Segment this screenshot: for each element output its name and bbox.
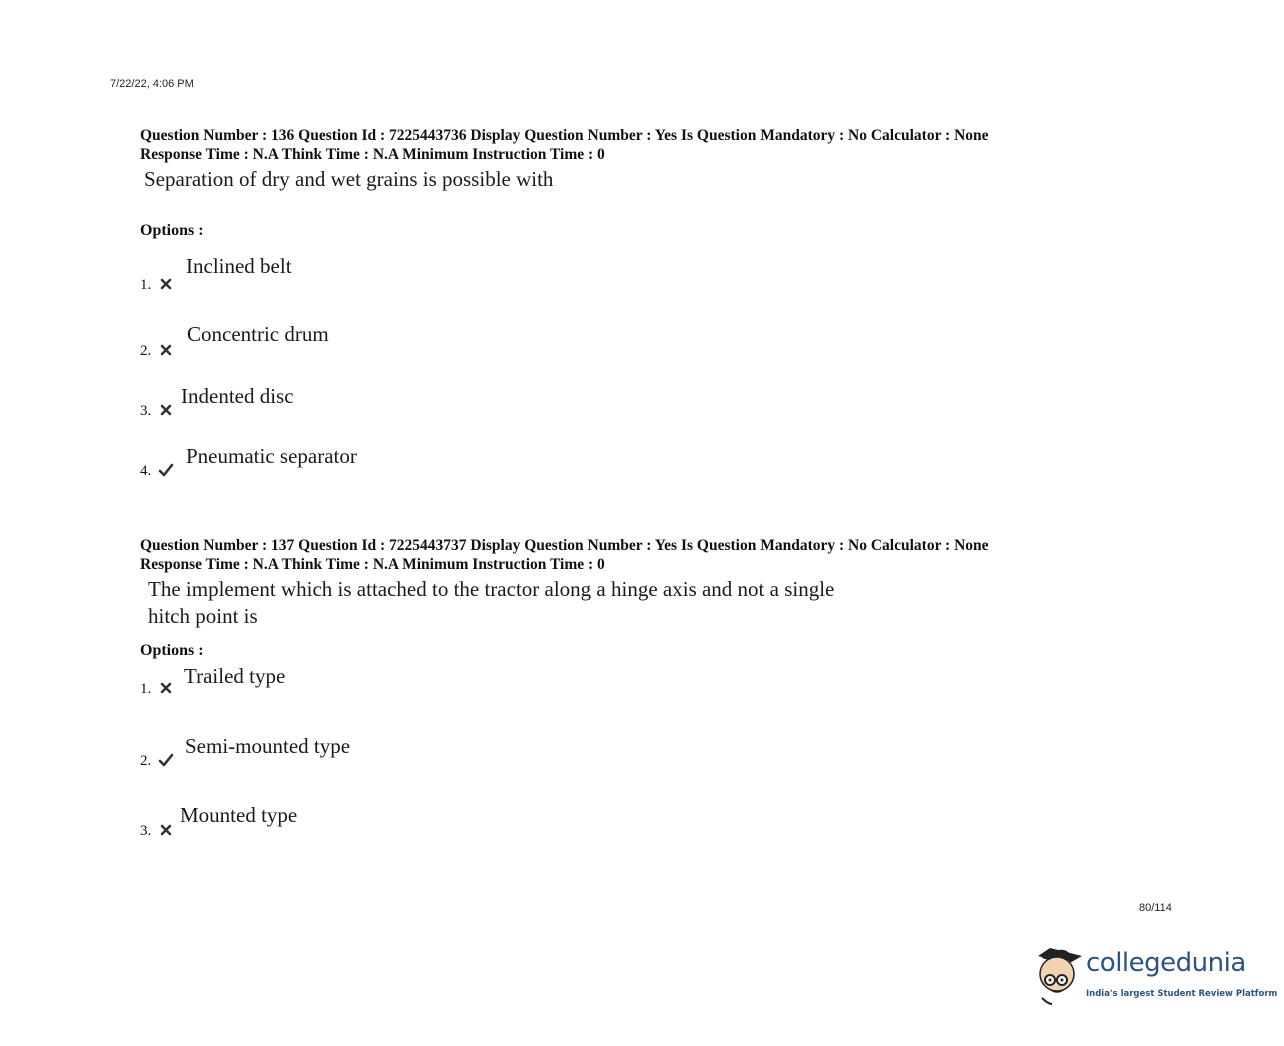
options-label: Options : [140,642,204,659]
cross-icon [158,402,174,418]
print-timestamp: 7/22/22, 4:06 PM [110,78,194,90]
logo-tagline: India's largest Student Review Platform [1086,989,1278,999]
question-meta-line2: Response Time : N.A Think Time : N.A Minimum Instruction Time : 0 [140,146,605,163]
question-meta-line1: Question Number : 137 Question Id : 7225443737 Display Question Number : Yes Is Question Mandatory : No Calculator : None [140,537,989,554]
option-text: Mounted type [180,803,298,827]
option-number: 4. [140,463,152,479]
question-text-line1: The implement which is attached to the tractor along a hinge axis and not a single [148,577,835,601]
option-text: Semi-mounted type [185,734,351,758]
collegedunia-logo[interactable] [1024,938,1278,1010]
option-2 [140,320,740,360]
option-text: Concentric drum [187,322,329,346]
option-number: 2. [140,343,152,359]
cross-icon [158,680,174,696]
option-number: 1. [140,681,152,697]
option-2 [140,730,740,770]
cross-icon [158,342,174,358]
question-meta-line2: Response Time : N.A Think Time : N.A Minimum Instruction Time : 0 [140,556,605,573]
cross-icon [158,276,174,292]
option-text: Pneumatic separator [186,444,357,468]
cross-icon [158,822,174,838]
logo-name: collegedunia [1086,948,1246,978]
options-label: Options : [140,222,204,239]
option-3 [140,800,740,840]
check-icon [158,752,174,768]
option-number: 3. [140,403,152,419]
check-icon [158,462,174,478]
option-number: 2. [140,753,152,769]
question-text-line2: hitch point is [148,604,258,628]
question-text: Separation of dry and wet grains is possible with [144,167,554,191]
option-3 [140,380,740,420]
option-4 [140,440,740,480]
option-number: 3. [140,823,152,839]
option-1 [140,254,740,294]
option-text: Trailed type [184,664,286,688]
option-text: Inclined belt [186,254,292,278]
option-text: Indented disc [181,384,294,408]
question-block-136 [140,126,1140,479]
question-block-137 [140,536,1140,839]
option-number: 1. [140,277,152,293]
page-number: 80/114 [1139,902,1172,914]
question-meta-line1: Question Number : 136 Question Id : 7225443736 Display Question Number : Yes Is Question Mandatory : No Calculator : None [140,127,989,144]
option-1 [140,658,740,698]
mascot-icon [1024,938,1086,1010]
